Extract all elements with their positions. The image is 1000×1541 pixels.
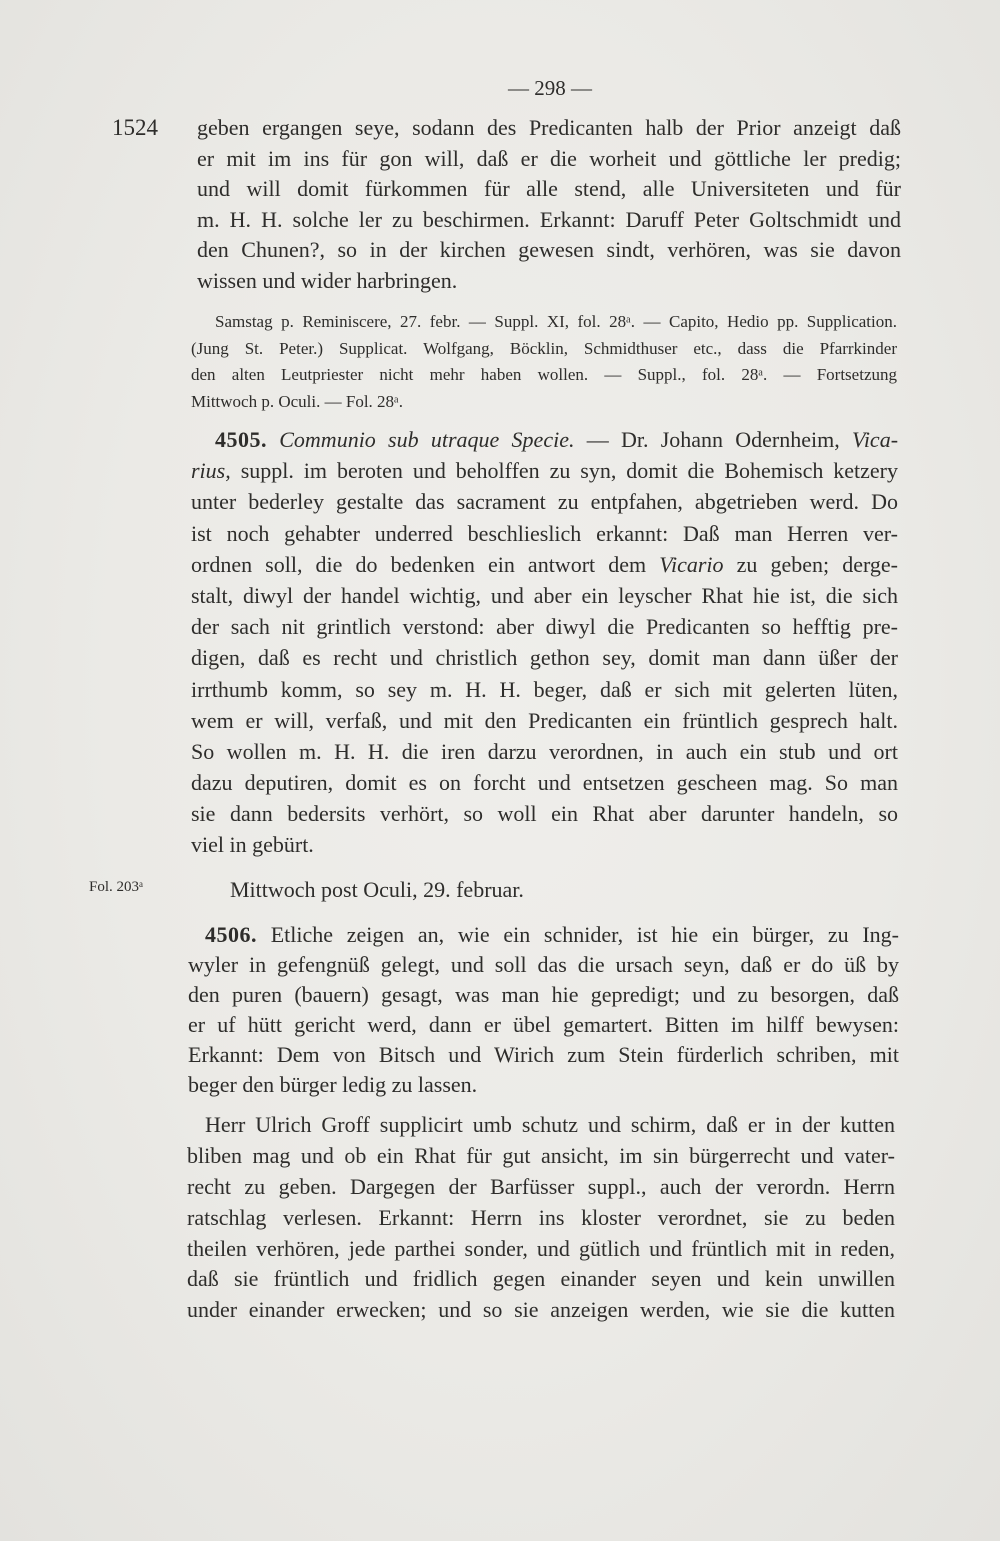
continuation-paragraph	[197, 113, 901, 296]
note-line: Samstag p. Reminiscere, 27. febr. — Suppl. XI, fol. 28ᵃ. — Capito, Hedio pp. Supplication.	[215, 312, 897, 331]
text-line: ratschlag verlesen. Erkannt: Herrn ins kloster verordnet, sie zu beden	[187, 1204, 895, 1230]
text-line	[191, 424, 898, 455]
text-line: Erkannt: Dem von Bitsch und Wirich zum Stein fürderlich schriben, mit	[188, 1042, 899, 1067]
italic-segment: Vicario	[659, 551, 724, 577]
text-segment: ordnen soll, die do bedenken ein antwort dem	[191, 551, 647, 577]
text-line: wyler in gefengnüß gelegt, und soll das die ursach seyn, daß er do üß by	[188, 952, 899, 977]
text-segment: suppl. im beroten und beholffen zu syn, domit die Bohemisch ketzery	[240, 458, 899, 484]
text-line: den Chunen?, so in der kirchen gewesen sindt, verhören, was sie davon	[197, 237, 901, 262]
date-heading: Mittwoch post Oculi, 29. februar.	[230, 877, 524, 902]
italic-segment: Vica-	[852, 427, 899, 452]
text-segment: Etliche zeigen an, wie ein schnider, ist hie ein bürger, zu Ing-	[270, 922, 899, 947]
margin-folio-note: Fol. 203ᵃ	[89, 879, 144, 895]
text-line: ist noch gehabter underred beschlieslich erkannt: Daß man Herren ver-	[191, 520, 898, 546]
text-line: m. H. H. solche ler zu beschirmen. Erkannt: Daruff Peter Goltschmidt und	[197, 206, 901, 232]
note-line: Mittwoch p. Oculi. — Fol. 28ᵃ.	[191, 391, 403, 411]
note-line: (Jung St. Peter.) Supplicat. Wolfgang, Böcklin, Schmidthuser etc., dass die Pfarrkinder	[191, 338, 897, 358]
text-line: er uf hütt gericht werd, dann er übel gemartert. Bitten im hilff bewysen:	[188, 1012, 899, 1037]
text-line: unter bederley gestalte das sacrament zu entpfahen, abgetrieben werd. Do	[191, 489, 898, 515]
text-line	[191, 455, 898, 486]
note-line: den alten Leutpriester nicht mehr haben wollen. — Suppl., fol. 28ᵃ. — Fortsetzung	[191, 365, 897, 384]
source-note	[191, 309, 897, 415]
text-line: geben ergangen seye, sodann des Predicanten halb der Prior anzeigt daß	[197, 115, 901, 140]
entry-number: 4506.	[205, 922, 257, 947]
text-line: dazu deputiren, domit es on forcht und entsetzen gescheen mag. So man	[191, 770, 898, 796]
groff-paragraph	[187, 1110, 895, 1326]
text-line: stalt, diwyl der handel wichtig, und aber ein leyscher Rhat hie ist, die sich	[191, 582, 898, 608]
text-line: er mit im ins für gon will, daß er die worheit und göttliche ler predig;	[197, 145, 901, 171]
margin-year: 1524	[112, 115, 158, 140]
text-line: wissen und wider harbringen.	[197, 267, 458, 293]
text-line: Herr Ulrich Groff supplicirt umb schutz und schirm, daß er in der kutten	[205, 1112, 895, 1137]
text-line: daß sie früntlich und fridlich gegen einander seyen und kein unwillen	[187, 1266, 895, 1292]
text-line: recht zu geben. Dargegen der Barfüsser suppl., auch der verordn. Herrn	[187, 1173, 895, 1199]
text-line: irrthumb komm, so sey m. H. H. beger, daß er sich mit gelerten lüten,	[191, 676, 898, 702]
text-line: sie dann bedersits verhört, so woll ein Rhat aber darunter handeln, so	[191, 801, 898, 827]
text-line: So wollen m. H. H. die iren darzu verordnen, in auch ein stub und ort	[191, 738, 898, 764]
text-line: bliben mag und ob ein Rhat für gut ansicht, im sin bürgerrecht und vater-	[187, 1142, 895, 1168]
text-segment: — Dr. Johann Odernheim,	[586, 427, 840, 452]
italic-segment: rius,	[191, 458, 231, 484]
entry-4506	[188, 920, 899, 1100]
text-line	[191, 549, 898, 580]
text-line: viel in gebürt.	[191, 832, 314, 858]
text-line: theilen verhören, jede parthei sonder, und gütlich und früntlich mit in reden,	[187, 1235, 895, 1261]
text-line	[188, 920, 899, 950]
page-number: — 298 —	[508, 76, 592, 100]
text-line: den puren (bauern) gesagt, was man hie gepredigt; und zu besorgen, daß	[188, 982, 899, 1007]
entry-4505	[191, 424, 898, 861]
text-line: digen, daß es recht und christlich gethon sey, domit man dann üßer der	[191, 645, 898, 671]
entry-title: Communio sub utraque Specie.	[279, 427, 575, 452]
text-line: und will domit fürkommen für alle stend, alle Universiteten und für	[197, 176, 901, 201]
text-line: beger den bürger ledig zu lassen.	[188, 1072, 478, 1097]
entry-number: 4505.	[215, 427, 267, 452]
text-segment: zu geben; derge-	[736, 551, 898, 577]
text-line: der sach nit grintlich verstond: aber diwyl die Predicanten so hefftig pre-	[191, 614, 898, 640]
text-line: wem er will, verfaß, und mit den Predicanten ein früntlich gesprech halt.	[191, 707, 898, 733]
text-line: under einander erwecken; und so sie anzeigen werden, wie sie die kutten	[187, 1297, 895, 1323]
